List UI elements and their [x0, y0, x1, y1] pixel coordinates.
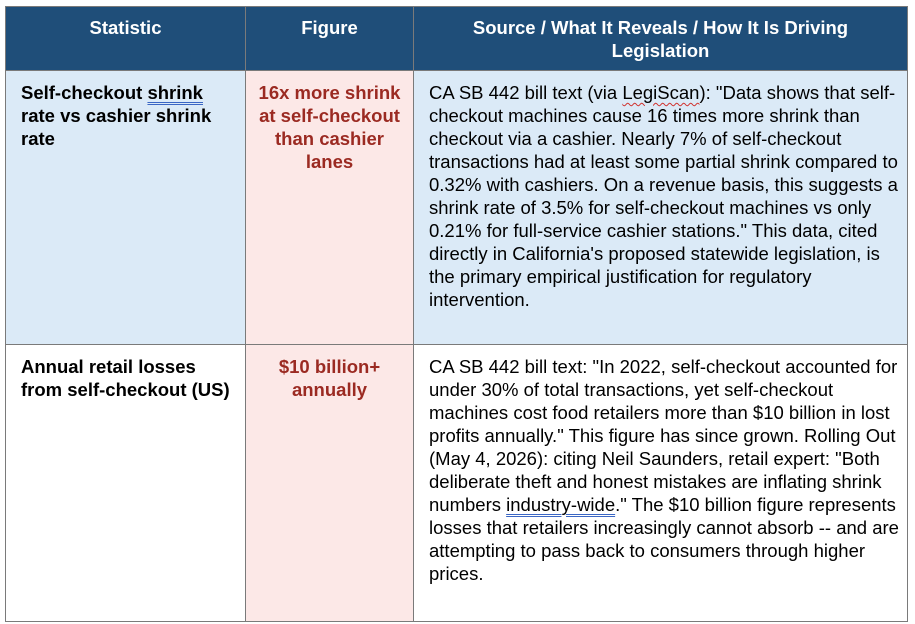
statistic-text: Self-checkout [21, 82, 148, 103]
figure-cell: $10 billion+ annually [246, 345, 414, 622]
source-text: ." The $10 billion figure represents losses that retailers increasingly cannot absorb -- and are attempting to pass back to consumers through higher prices. [429, 494, 899, 584]
header-statistic: Statistic [6, 7, 246, 71]
figure-cell: 16x more shrink at self-checkout than cashier lanes [246, 71, 414, 345]
source-text: CA SB 442 bill text (via [429, 82, 623, 103]
table-row [6, 345, 908, 622]
statistic-cell [6, 71, 246, 345]
header-figure: Figure [246, 7, 414, 71]
grammar-flagged-word[interactable]: shrink [147, 82, 203, 103]
statistics-table [5, 6, 908, 622]
grammar-flagged-word[interactable]: industry-wide [506, 494, 616, 515]
header-source: Source / What It Reveals / How It Is Driving Legislation [414, 7, 908, 71]
source-text: CA SB 442 bill text: "In 2022, self-checkout accounted for under 30% of total transactions, yet self-checkout machines cost food retailers more than $10 billion in lost profits annually." This figure has since grown. Rolling Out (May 4, 2026): citing Neil Saunders, retail expert: "Both deliberate theft and honest mistakes are inflating shrink numbers [429, 356, 898, 515]
source-cell [414, 345, 908, 622]
source-text: ): "Data shows that self-checkout machines cause 16 times more shrink than checkout via a cashier. Nearly 7% of self-checkout transactions had at least some partial shrink compared to 0.32% with cashiers. On a revenue basis, this suggests a shrink rate of 3.5% for self-checkout machines vs only 0.21% for full-service cashier stations." This data, cited directly in California's proposed statewide legislation, is the primary empirical justification for regulatory intervention. [429, 82, 898, 310]
table-row [6, 71, 908, 345]
source-cell [414, 71, 908, 345]
statistic-text: rate vs cashier shrink rate [21, 105, 212, 149]
statistic-cell: Annual retail losses from self-checkout (US) [6, 345, 246, 622]
spellcheck-flagged-word[interactable]: LegiScan [622, 82, 700, 103]
table-header-row [6, 7, 908, 71]
